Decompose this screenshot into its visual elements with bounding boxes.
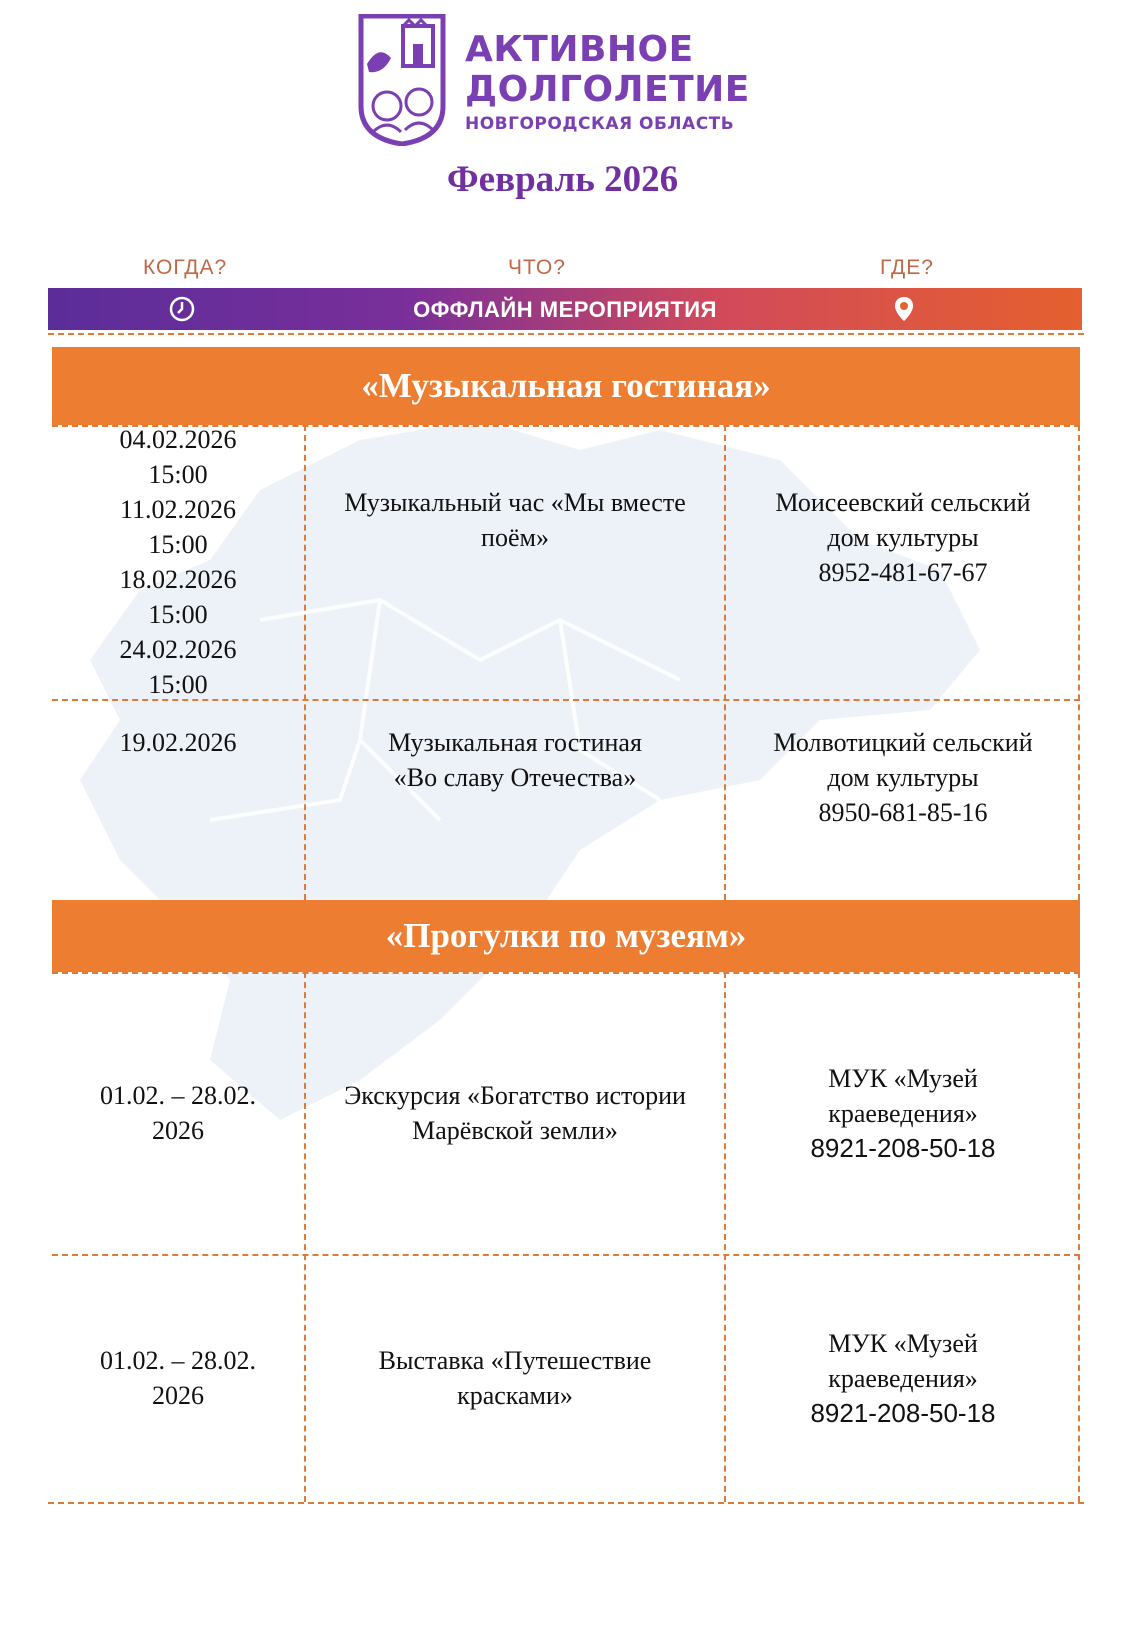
row-divider <box>52 699 1080 701</box>
table-row-3-place <box>726 972 1080 1254</box>
event-text: Экскурсия «Богатство истории <box>344 1081 686 1110</box>
place-text: краеведения» <box>828 1363 978 1393</box>
table-row-2-place <box>726 725 1080 905</box>
phone-number: 8952-481-67-67 <box>818 558 988 587</box>
row-divider <box>52 1254 1080 1256</box>
table-row-1-event <box>306 485 724 685</box>
time-value: 15:00 <box>148 530 208 559</box>
page-title: Февраль 2026 <box>446 159 679 200</box>
date-value: 11.02.2026 <box>119 495 237 524</box>
date-value: 19.02.2026 <box>119 728 237 757</box>
offline-events-banner <box>48 288 1082 330</box>
logo-text-region: НОВГОРОДСКАЯ ОБЛАСТЬ <box>465 114 735 134</box>
place-text: Молвотицкий сельский <box>773 728 1033 757</box>
event-text: Марёвской земли» <box>412 1116 618 1145</box>
where-label: ГДЕ? <box>880 256 934 279</box>
event-text: Выставка «Путешествие <box>378 1346 652 1375</box>
banner-title: ОФФЛАЙН МЕРОПРИЯТИЯ <box>413 297 717 322</box>
event-text: красками» <box>457 1381 573 1410</box>
date-value: 2026 <box>152 1116 204 1145</box>
phone-number: 8950-681-85-16 <box>818 798 988 827</box>
column-divider <box>724 425 726 900</box>
date-value: 01.02. – 28.02. <box>100 1346 256 1375</box>
table-row-4-dates <box>52 1254 304 1502</box>
table-border-top <box>48 333 1084 335</box>
row-divider <box>52 425 1080 427</box>
date-value: 01.02. – 28.02. <box>100 1081 256 1110</box>
column-divider <box>304 972 306 1502</box>
place-text: МУК «Музей <box>828 1063 978 1093</box>
row-divider <box>52 972 1080 974</box>
time-value: 15:00 <box>148 670 208 699</box>
table-row-3-event <box>306 972 724 1254</box>
location-pin-icon <box>890 295 918 323</box>
event-text: Музыкальная гостиная <box>388 728 642 757</box>
place-text: Моисеевский сельский <box>775 488 1031 517</box>
table-border-bottom <box>48 1502 1084 1504</box>
table-row-1-dates <box>52 425 304 699</box>
table-row-2-dates <box>52 725 304 905</box>
phone-number: 8921-208-50-18 <box>810 1397 996 1428</box>
date-value: 04.02.2026 <box>119 425 237 454</box>
date-value: 18.02.2026 <box>119 565 237 594</box>
place-text: МУК «Музей <box>828 1328 978 1358</box>
when-label: КОГДА? <box>143 256 228 279</box>
table-row-4-event <box>306 1254 724 1502</box>
table-row-1-place <box>726 485 1080 685</box>
event-text: Музыкальный час «Мы вместе <box>344 488 686 517</box>
what-label: ЧТО? <box>508 256 566 279</box>
time-value: 15:00 <box>148 600 208 629</box>
event-text: «Во славу Отечества» <box>393 763 637 792</box>
table-border-right <box>1078 425 1080 900</box>
place-text: дом культуры <box>827 763 979 792</box>
date-value: 24.02.2026 <box>119 635 237 664</box>
logo-emblem-icon <box>357 14 447 146</box>
time-value: 15:00 <box>148 460 208 489</box>
column-divider <box>724 972 726 1502</box>
event-text: поём» <box>481 523 549 552</box>
place-text: краеведения» <box>828 1098 978 1128</box>
phone-number: 8921-208-50-18 <box>810 1132 996 1163</box>
table-row-2-event <box>306 725 724 905</box>
place-text: дом культуры <box>827 523 979 552</box>
logo-text-line2: ДОЛГОЛЕТИЕ <box>465 69 750 110</box>
column-divider <box>304 425 306 900</box>
table-row-3-dates <box>52 972 304 1254</box>
logo-text-line1: АКТИВНОЕ <box>465 29 694 70</box>
table-row-4-place <box>726 1254 1080 1502</box>
table-border-right <box>1078 972 1080 1502</box>
section-header-music-lounge: «Музыкальная гостиная» <box>52 347 1080 425</box>
section-header-museum-walks: «Прогулки по музеям» <box>52 900 1080 972</box>
active-longevity-logo <box>357 14 777 154</box>
date-value: 2026 <box>152 1381 204 1410</box>
